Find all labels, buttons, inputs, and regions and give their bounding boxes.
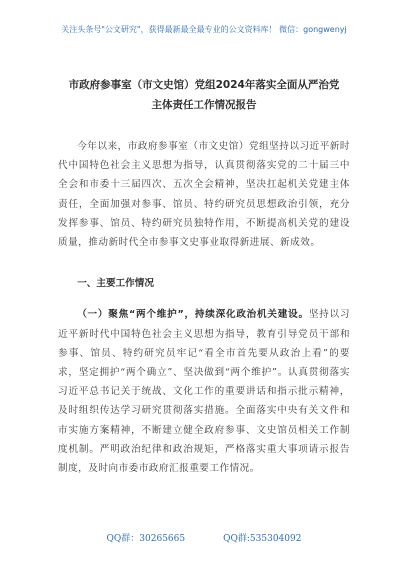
top-banner: 关注头条号"公文研究"，获得最新最全最专业的公文资料库！ 微信：gongwenyj (61, 25, 347, 34)
footer-qq-group-2: QQ群:535304092 (223, 534, 302, 544)
footer-contacts (0, 531, 408, 544)
footer-qq-group-1: QQ群：30265665 (106, 534, 186, 544)
intro-paragraph: 今年以来，市政府参事室（市文史馆）党组坚持以习近平新时代中国特色社会主义思想为指导，认真贯彻落实党的二十届三中全会和市委十三届四次、五次全会精神，坚决扛起机关党建主体责任，全面加强对参事、馆员、特约研究员思想政治引领，充分发挥参事、馆员、特约研究员独特作用，不断提高机关党的建设质量，推动新时代全市参事文史事业取得新进展、新成效。 (58, 141, 350, 249)
subsection-paragraph (58, 305, 350, 478)
subsection-heading: （一）聚焦“两个维护”，持续深化政治机关建设。 (77, 309, 309, 321)
subsection-body: 坚持以习近平新时代中国特色社会主义思想为指导，教育引导党员干部和参事、馆员、特约研究员牢记“看全市首先要从政治上看”的要求，坚定拥护“两个确立”、坚决做到“两个维护”。认真贯彻落实习近平总书记关于统战、文化工作的重要讲话和指示批示精神，及时组织传达学习研究贯彻落实措施。全面落实中央有关文件和市实施方案精神，不断建立健全政府参事、文史馆员相关工作制度机制。严明政治纪律和政治规矩，严格落实重大事项请示报告制度，及时向市委市政府汇报重要工作情况。 (58, 309, 350, 475)
section-heading-main-work: 一、主要工作情况 (77, 278, 154, 290)
title-line-2: 主体责任工作情况报告 (151, 99, 257, 111)
title-line-1: 市政府参事室（市文史馆）党组2024年落实全面从严治党 (68, 79, 340, 91)
document-title (58, 75, 350, 115)
